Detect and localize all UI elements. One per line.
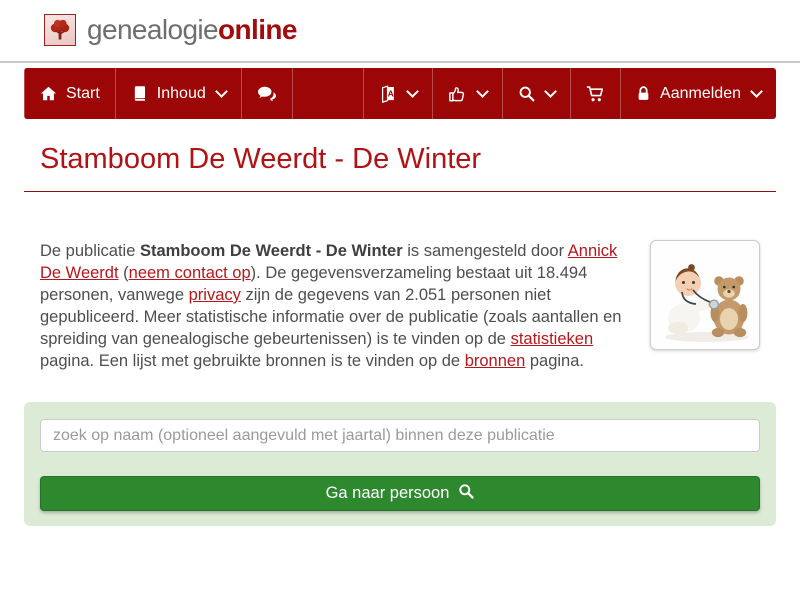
nav-item-feedback[interactable] [241, 68, 293, 119]
person-search-panel [24, 402, 776, 526]
nav-item-search[interactable] [502, 68, 570, 119]
main-nav [24, 68, 776, 119]
chevron-down-icon [544, 85, 557, 98]
title-divider [24, 191, 776, 192]
intro-bold-text: Stamboom De Weerdt - De Winter [139, 242, 403, 260]
lock-icon [636, 85, 651, 102]
nav-item-label: Inhoud [156, 84, 206, 102]
comments-icon [257, 85, 277, 103]
svg-text:A: A [387, 87, 394, 98]
site-logo[interactable] [44, 14, 297, 46]
thumbs-up-icon [448, 84, 467, 103]
intro-paragraph: De publicatie Stamboom De Weerdt - De Winter is samengesteld door Annick De Weerdt (neem contact op). De gegevensverzameling bestaat uit 18.494 personen, vanwege privacy zijn de gegevens van 2.051 personen niet gepubliceerd. Meer statistische informatie over de publicatie (zoals aantallen en spreiding van genealogische gebeurtenissen) is te vinden op de statistieken pagina. Een lijst met gebruikte bronnen is te vinden op de bronnen pagina. [40, 242, 622, 370]
nav-item-cart[interactable] [570, 68, 620, 119]
chevron-down-icon [750, 85, 763, 98]
intro-link[interactable]: neem contact op [128, 264, 251, 282]
go-to-person-label: Ga naar persoon [325, 484, 450, 502]
intro-link[interactable]: privacy [188, 286, 241, 304]
content-area [40, 143, 760, 526]
tree-icon [44, 14, 76, 46]
nav-item-label: Start [66, 84, 100, 102]
nav-item-inhoud[interactable] [115, 68, 241, 119]
chevron-down-icon [215, 85, 228, 98]
language-book-icon [379, 85, 397, 103]
wordmark-gray: genealogie [87, 14, 219, 45]
person-search-input[interactable] [40, 419, 760, 452]
nav-spacer [293, 68, 363, 119]
site-header [0, 0, 800, 63]
nav-item-recommend[interactable] [432, 68, 502, 119]
chevron-down-icon [476, 85, 489, 98]
nav-item-language[interactable] [363, 68, 432, 119]
intro-section [40, 240, 760, 372]
intro-link[interactable]: Annick De Weerdt [40, 242, 618, 282]
shopping-cart-icon [586, 85, 605, 103]
nav-item-start[interactable] [24, 68, 115, 119]
site-wordmark [87, 14, 297, 46]
page-title: Stamboom De Weerdt - De Winter [40, 143, 482, 175]
wordmark-red: online [218, 14, 297, 45]
intro-link[interactable]: bronnen [464, 352, 526, 370]
intro-link[interactable]: statistieken [510, 330, 594, 348]
go-to-person-button[interactable] [40, 476, 760, 511]
nav-item-aanmelden[interactable] [620, 68, 776, 119]
nav-item-label: Aanmelden [660, 84, 741, 102]
search-icon [458, 483, 474, 504]
publication-photo [650, 240, 760, 350]
home-icon [40, 85, 57, 102]
book-icon [131, 85, 148, 102]
chevron-down-icon [406, 85, 419, 98]
search-icon [518, 85, 535, 102]
